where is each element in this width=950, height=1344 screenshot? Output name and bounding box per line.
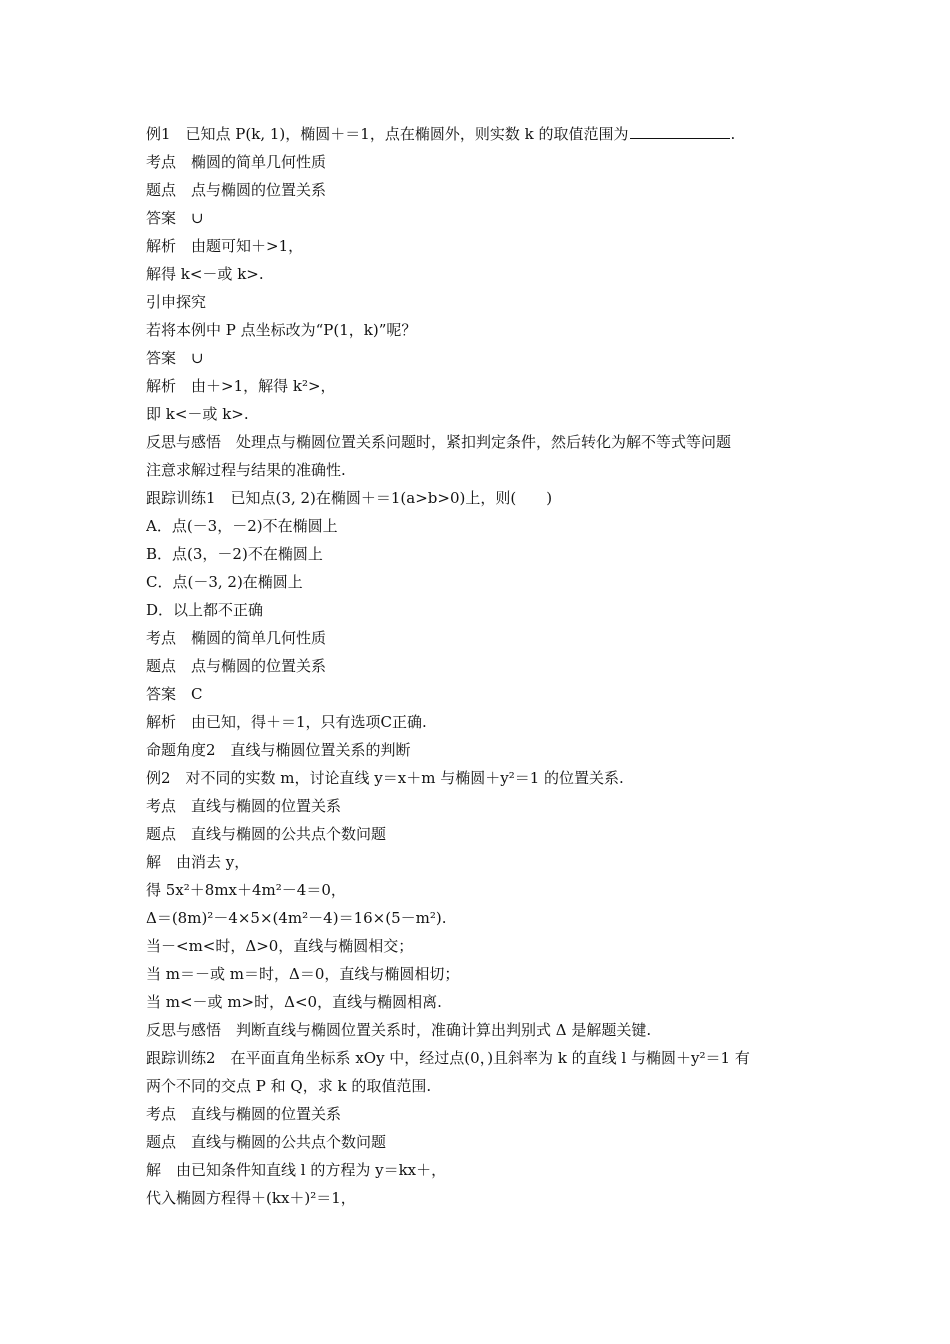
document-body [146,120,816,1212]
text-line: 引申探究 [146,293,207,311]
text-line: 答案 C [146,685,203,703]
text-line: Δ＝(8m)²－4×5×(4m²－4)＝16×(5－m²). [146,909,447,927]
text-line: 即 k<－或 k>. [146,405,249,423]
text-line: 题点 点与椭圆的位置关系 [146,181,327,199]
text-line: D．以上都不正确 [146,601,264,619]
text-line: 解 由已知条件知直线 l 的方程为 y＝kx＋， [146,1161,447,1179]
text-line: 解 由消去 y， [146,853,250,871]
text-line: C．点(－3, 2)在椭圆上 [146,573,303,591]
text-line: 命题角度2 直线与椭圆位置关系的判断 [146,741,411,759]
text-line: 题点 点与椭圆的位置关系 [146,657,327,675]
text-line: 解得 k<－或 k>. [146,265,264,283]
text-line: 注意求解过程与结果的准确性. [146,461,346,479]
text-line: 当 m<－或 m>时，Δ<0，直线与椭圆相离. [146,993,442,1011]
text-line: 解析 由＋>1，解得 k²>， [146,377,336,395]
text-line: 答案 ∪ [146,209,204,227]
text-line: 反思与感悟 处理点与椭圆位置关系问题时，紧扣判定条件，然后转化为解不等式等问题 [146,433,732,451]
text-line: 跟踪训练1 已知点(3, 2)在椭圆＋＝1(a>b>0)上，则( ) [146,489,553,507]
text-line: 答案 ∪ [146,349,204,367]
text-line: 题点 直线与椭圆的公共点个数问题 [146,1133,387,1151]
example-1-question [146,120,816,148]
text-line: 得 5x²＋8mx＋4m²－4＝0， [146,881,346,899]
text-line: 跟踪训练2 在平面直角坐标系 xOy 中，经过点(0，)且斜率为 k 的直线 l 与椭圆＋y²＝1 有 [146,1049,750,1067]
text-line: 题点 直线与椭圆的公共点个数问题 [146,825,387,843]
text-line: 考点 直线与椭圆的位置关系 [146,1105,342,1123]
example-1-text: 例1 已知点 P(k, 1)，椭圆＋＝1，点在椭圆外，则实数 k 的取值范围为 [146,125,629,143]
example-1-period: . [730,125,736,143]
text-line: 若将本例中 P 点坐标改为“P(1，k)”呢？ [146,321,417,339]
text-line: A．点(－3，－2)不在椭圆上 [146,517,338,535]
text-line: 反思与感悟 判断直线与椭圆位置关系时，准确计算出判别式 Δ 是解题关键. [146,1021,652,1039]
text-line: 代入椭圆方程得＋(kx＋)²＝1， [146,1189,356,1207]
text-line: 解析 由已知，得＋＝1，只有选项C正确. [146,713,427,731]
text-line: 解析 由题可知＋>1， [146,237,304,255]
text-line: 当 m＝－或 m＝时，Δ＝0，直线与椭圆相切； [146,965,460,983]
text-line: 两个不同的交点 P 和 Q，求 k 的取值范围. [146,1077,432,1095]
answer-blank [630,122,730,139]
text-line: 考点 直线与椭圆的位置关系 [146,797,342,815]
text-line: 考点 椭圆的简单几何性质 [146,153,327,171]
text-line: 考点 椭圆的简单几何性质 [146,629,327,647]
text-line: 当－<m<时，Δ>0，直线与椭圆相交； [146,937,414,955]
text-line: 例2 对不同的实数 m，讨论直线 y＝x＋m 与椭圆＋y²＝1 的位置关系. [146,769,624,787]
text-line: B．点(3，－2)不在椭圆上 [146,545,323,563]
